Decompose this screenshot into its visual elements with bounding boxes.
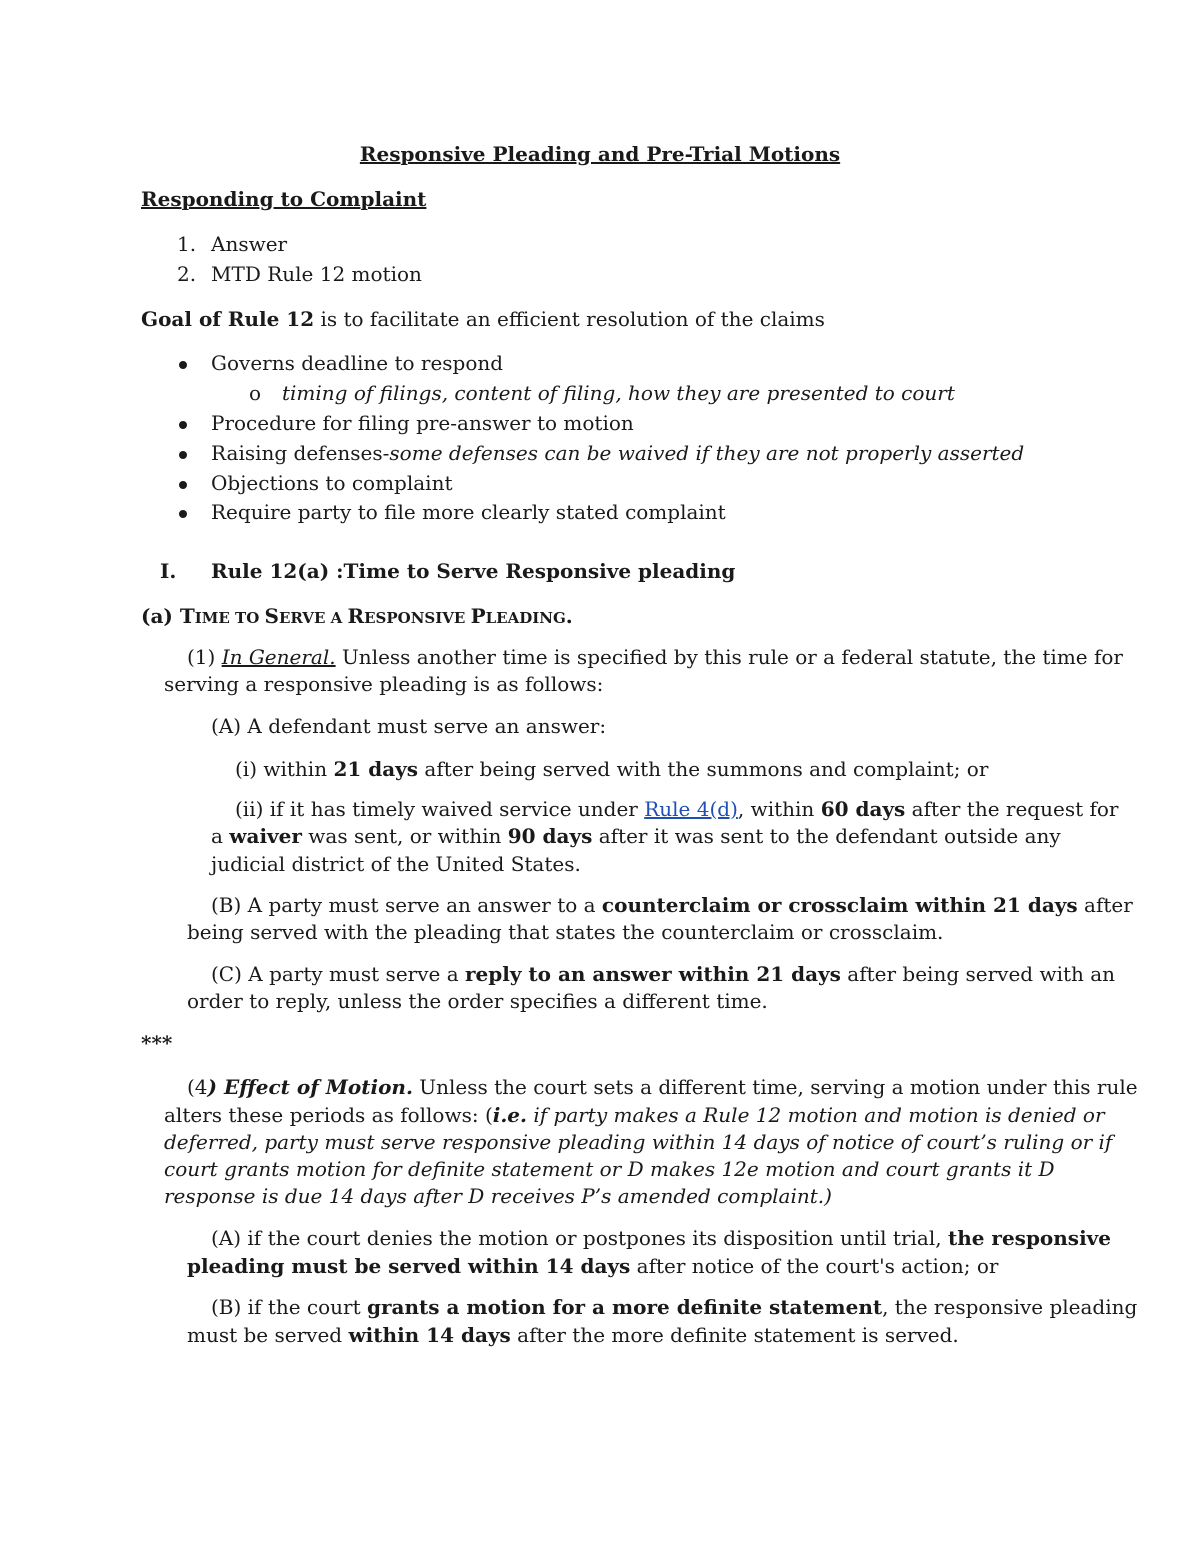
para-C-line: order to reply, unless the order specifies a different time. [187, 989, 768, 1013]
goal-bold: Goal of Rule 12 [141, 307, 315, 331]
para-4-line: court grants motion for definite statement or D makes 12e motion and court grants it D [164, 1157, 1055, 1181]
para-text: (i) within [235, 757, 334, 781]
bold-text: 60 days [820, 797, 906, 821]
smallcap-initial: T [179, 604, 195, 628]
bullet-italic: some defenses can be waived if they are not properly asserted [389, 441, 1025, 465]
para-ii-line [211, 823, 1061, 850]
bold-text: reply to an answer within 21 days [464, 962, 841, 986]
para-text: after it was sent to the defendant outside any [592, 824, 1061, 848]
para-prefix: (1) [187, 645, 222, 669]
para-ii-line [235, 796, 1118, 823]
goal-paragraph [141, 306, 825, 333]
para-text: (C) A party must serve a [211, 962, 465, 986]
rule-a-heading [141, 603, 573, 632]
separator-stars: *** [141, 1031, 173, 1055]
list-item-answer: Answer [211, 232, 288, 256]
para-text: after being served with the summons and complaint; or [418, 757, 989, 781]
bold-text: 90 days [507, 824, 593, 848]
bullet-item: Require party to file more clearly stated complaint [211, 500, 726, 524]
bullet-icon [179, 361, 187, 369]
para-text: was sent, or within [301, 824, 508, 848]
goal-rest: is to facilitate an efficient resolution of the claims [314, 307, 825, 331]
para-4B-line [187, 1322, 959, 1349]
smallcap-initial: P [470, 604, 486, 628]
heading-period: . [565, 604, 573, 628]
smallcap-rest: ESPONSIVE [364, 609, 471, 627]
rule-a-label: (a) [141, 604, 180, 628]
para-text: , within [737, 797, 821, 821]
para-text: (A) if the court denies the motion or postpones its disposition until trial, [211, 1226, 948, 1250]
para-text: after being served with an [840, 962, 1116, 986]
sub-bullet-item: timing of filings, content of filing, how they are presented to court [282, 381, 955, 405]
smallcap-rest: LEADING [485, 609, 566, 627]
bold-text: counterclaim or crossclaim within 21 days [601, 893, 1078, 917]
para-text: alters these periods as follows: ( [164, 1103, 493, 1127]
para-text: Unless the court sets a different time, serving a motion under this rule [412, 1075, 1138, 1099]
para-B-line: being served with the pleading that states the counterclaim or crossclaim. [187, 920, 944, 944]
list-number: 2. [177, 262, 197, 286]
para-1-line: serving a responsive pleading is as follows: [164, 672, 604, 696]
bold-text: grants a motion for a more definite statement [367, 1295, 883, 1319]
list-item-mtd: MTD Rule 12 motion [211, 262, 422, 286]
para-1-line [187, 644, 1123, 671]
smallcap-rest: IME TO [194, 609, 265, 627]
section-numeral: I. [160, 559, 177, 583]
bold-text: the responsive [947, 1226, 1112, 1250]
para-4-line [164, 1102, 1105, 1129]
para-text: , the responsive pleading [882, 1295, 1138, 1319]
para-text: (B) A party must serve an answer to a [211, 893, 602, 917]
section-heading: Rule 12(a) :Time to Serve Responsive pleading [211, 559, 736, 583]
para-text: after the request for [905, 797, 1119, 821]
bullet-item: Governs deadline to respond [211, 351, 504, 375]
para-ii-line: judicial district of the United States. [211, 852, 581, 876]
sub-bullet-marker: o [249, 381, 262, 405]
para-text: (ii) if it has timely waived service under [235, 797, 645, 821]
responding-heading: Responding to Complaint [141, 187, 427, 211]
bold-text: waiver [229, 824, 302, 848]
para-text: after notice of the court's action; or [630, 1254, 999, 1278]
para-4A-line [211, 1225, 1111, 1252]
bold-italic-text: i.e. [492, 1103, 527, 1127]
para-4-line: deferred, party must serve responsive pleading within 14 days of notice of court’s ruling or if [164, 1130, 1113, 1154]
bullet-item [211, 440, 1024, 467]
para-text: (4 [187, 1075, 208, 1099]
para-4-line: response is due 14 days after D receives P’s amended complaint.) [164, 1184, 832, 1208]
in-general-label: In General. [221, 645, 336, 669]
bullet-icon [179, 510, 187, 518]
rule-4d-link[interactable]: Rule 4(d) [644, 797, 738, 821]
bullet-icon [179, 421, 187, 429]
para-text: must be served [187, 1323, 349, 1347]
italic-text: if party makes a Rule 12 motion and motion is denied or [527, 1103, 1105, 1127]
para-text: (B) if the court [211, 1295, 368, 1319]
bold-text: within 14 days [348, 1323, 511, 1347]
bold-text: pleading must be served within 14 days [187, 1254, 631, 1278]
para-text: after the more definite statement is served. [510, 1323, 959, 1347]
para-i [235, 756, 988, 783]
para-4B-line [211, 1294, 1137, 1321]
bullet-text: Raising defenses- [211, 441, 390, 465]
smallcap-rest: ERVE A [278, 609, 348, 627]
bullet-icon [179, 481, 187, 489]
para-text: Unless another time is specified by this rule or a federal statute, the time for [335, 645, 1123, 669]
smallcap-initial: S [264, 604, 279, 628]
para-4-line [187, 1074, 1138, 1101]
bullet-item: Objections to complaint [211, 471, 453, 495]
para-4A-line [187, 1253, 998, 1280]
bullet-icon [179, 451, 187, 459]
document-title: Responsive Pleading and Pre-Trial Motions [359, 142, 841, 166]
para-B-line [211, 892, 1133, 919]
para-A: (A) A defendant must serve an answer: [211, 714, 607, 738]
para-C-line [211, 961, 1115, 988]
bold-text: 21 days [333, 757, 419, 781]
list-number: 1. [177, 232, 197, 256]
smallcap-initial: R [347, 604, 365, 628]
bullet-item: Procedure for filing pre-answer to motion [211, 411, 634, 435]
effect-of-motion-label: ) Effect of Motion. [207, 1075, 413, 1099]
para-text: a [211, 824, 230, 848]
para-text: after [1077, 893, 1133, 917]
